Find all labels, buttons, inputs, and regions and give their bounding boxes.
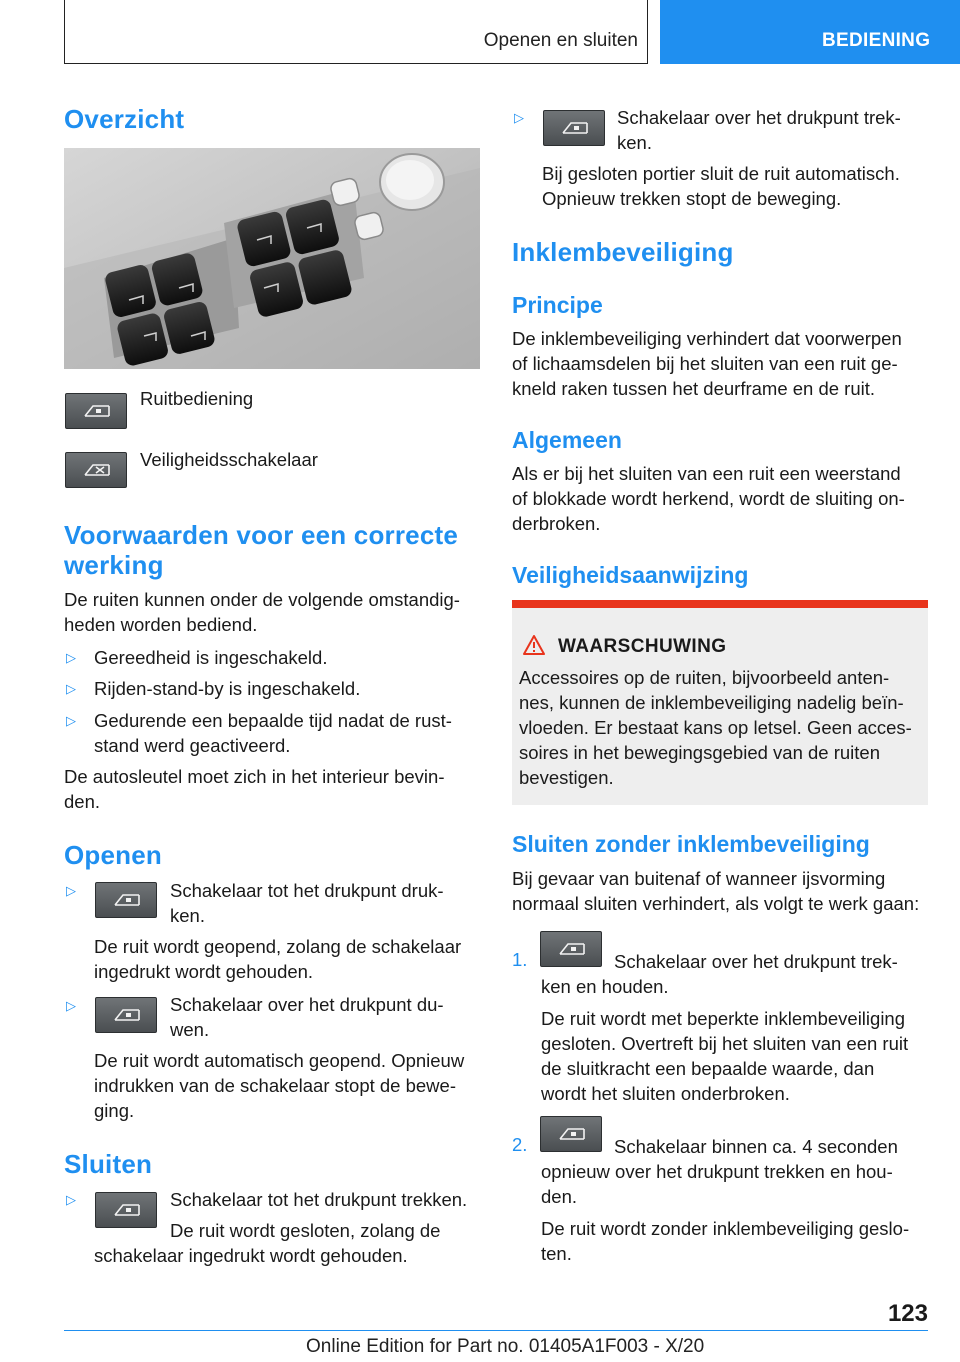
chapter-tab[interactable]: BEDIENING	[660, 0, 960, 64]
warning-title: WAARSCHUWING	[558, 636, 727, 657]
bullet-triangle-icon: ▷	[66, 650, 76, 665]
principe-text: kneld raken tussen het deurframe en de ruit.	[512, 378, 876, 399]
step-1-desc: De ruit wordt met beperkte inklembeveiliging	[541, 1008, 906, 1029]
warning-text: nes, kunnen de inklembeveiliging nadelig beïn-	[519, 692, 904, 713]
legend-veiligheidsschakelaar: Veiligheidsschakelaar	[140, 449, 318, 470]
step-2-text: Schakelaar binnen ca. 4 seconden	[614, 1136, 898, 1157]
sluiten-item-2-cont: ken.	[617, 132, 652, 153]
window-switch-icon	[543, 110, 605, 146]
voorwaarden-note-2: den.	[64, 791, 101, 812]
openen-item-1-desc: De ruit wordt geopend, zolang de schakelaar	[94, 936, 462, 957]
warning-text: Accessoires op de ruiten, bijvoorbeeld anten-	[519, 667, 890, 688]
heading-overzicht: Overzicht	[64, 104, 185, 134]
warning-text: bevestigen.	[519, 767, 614, 788]
bullet-triangle-icon: ▷	[66, 681, 76, 696]
voorwaarden-intro-2: heden worden bediend.	[64, 614, 258, 635]
principe-text: De inklembeveiliging verhindert dat voorwerpen	[512, 328, 902, 349]
heading-sluiten-zonder: Sluiten zonder inklembeveiliging	[512, 831, 870, 857]
heading-voorwaarden-2: werking	[64, 550, 164, 580]
footer-edition: Online Edition for Part no. 01405A1F003 - X/20	[306, 1336, 705, 1357]
bullet-triangle-icon: ▷	[66, 998, 76, 1013]
heading-sluiten: Sluiten	[64, 1149, 153, 1179]
step-1-desc: de sluitkracht een bepaalde waarde, dan	[541, 1058, 875, 1079]
safety-switch-icon	[65, 452, 127, 488]
window-switch-icon	[540, 1116, 602, 1152]
openen-item-2-desc: ging.	[94, 1100, 135, 1121]
bullet-triangle-icon: ▷	[66, 883, 76, 898]
openen-item-2-desc: indrukken van de schakelaar stopt de bewe-	[94, 1075, 456, 1096]
openen-item-1: Schakelaar tot het drukpunt druk-	[170, 880, 444, 901]
voorwaarden-intro-1: De ruiten kunnen onder de volgende omstandig-	[64, 589, 460, 610]
warning-triangle-icon	[522, 634, 546, 656]
openen-item-1-desc: ingedrukt wordt gehouden.	[94, 961, 314, 982]
step-number: 2.	[512, 1134, 528, 1155]
openen-item-1-cont: ken.	[170, 905, 205, 926]
step-1-desc: gesloten. Overtreft bij het sluiten van een ruit	[541, 1033, 909, 1054]
window-switch-photo	[64, 148, 480, 369]
sluiten-item-2-desc: Bij gesloten portier sluit de ruit automatisch.	[542, 163, 900, 184]
warning-text: vloeden. Er bestaat kans op letsel. Geen acces-	[519, 717, 912, 738]
legend-ruitbediening: Ruitbediening	[140, 388, 254, 409]
heading-algemeen: Algemeen	[512, 427, 622, 453]
sluiten-item-2-desc: Opnieuw trekken stopt de beweging.	[542, 188, 842, 209]
list-item: Gedurende een bepaalde tijd nadat de rust-	[94, 710, 452, 731]
step-1-text: Schakelaar over het drukpunt trek-	[614, 951, 898, 972]
window-switch-icon	[95, 882, 157, 918]
algemeen-text: Als er bij het sluiten van een ruit een weerstand	[512, 463, 901, 484]
sluiten-item-1-desc: De ruit wordt gesloten, zolang de	[170, 1220, 441, 1241]
openen-item-2: Schakelaar over het drukpunt du-	[170, 994, 444, 1015]
warning-box	[512, 600, 928, 805]
heading-openen: Openen	[64, 840, 162, 870]
list-item-cont: stand werd geactiveerd.	[94, 735, 291, 756]
window-switch-icon	[95, 997, 157, 1033]
sluiten-zonder-intro: Bij gevaar van buitenaf of wanneer ijsvorming	[512, 868, 886, 889]
algemeen-text: of blokkade wordt herkend, wordt de sluiting on-	[512, 488, 905, 509]
sluiten-zonder-intro: normaal sluiten verhindert, als volgt te werk gaan:	[512, 893, 920, 914]
section-title: Openen en sluiten	[483, 30, 638, 51]
sluiten-item-1-desc: schakelaar ingedrukt wordt gehouden.	[94, 1245, 408, 1266]
principe-text: of lichaamsdelen bij het sluiten van een ruit ge-	[512, 353, 898, 374]
warning-text: soires in het bewegingsgebied van de ruiten	[519, 742, 880, 763]
heading-veiligheidsaanwijzing: Veiligheidsaanwijzing	[512, 562, 749, 588]
algemeen-text: derbroken.	[512, 513, 601, 534]
window-switch-icon	[65, 393, 127, 429]
list-item: Rijden-stand-by is ingeschakeld.	[94, 678, 361, 699]
bullet-triangle-icon: ▷	[66, 713, 76, 728]
window-switch-icon	[540, 931, 602, 967]
bullet-triangle-icon: ▷	[514, 110, 524, 125]
sluiten-item-1: Schakelaar tot het drukpunt trekken.	[170, 1189, 468, 1210]
voorwaarden-note-1: De autosleutel moet zich in het interieur bevin-	[64, 766, 445, 787]
openen-item-2-desc: De ruit wordt automatisch geopend. Opnieuw	[94, 1050, 465, 1071]
step-2-desc: De ruit wordt zonder inklembeveiliging geslo-	[541, 1218, 910, 1239]
page-number: 123	[887, 1300, 928, 1327]
step-2-text: den.	[541, 1186, 578, 1207]
heading-principe: Principe	[512, 292, 603, 318]
heading-voorwaarden-1: Voorwaarden voor een correcte	[64, 520, 459, 550]
list-item: Gereedheid is ingeschakeld.	[94, 647, 328, 668]
step-2-desc: ten.	[541, 1243, 572, 1264]
step-1-desc: wordt het sluiten onderbroken.	[541, 1083, 790, 1104]
step-number: 1.	[512, 949, 528, 970]
step-1-text: ken en houden.	[541, 976, 669, 997]
bullet-triangle-icon: ▷	[66, 1192, 76, 1207]
openen-item-2-cont: wen.	[170, 1019, 210, 1040]
step-2-text: opnieuw over het drukpunt trekken en hou-	[541, 1161, 893, 1182]
heading-inklembeveiliging: Inklembeveiliging	[512, 237, 734, 267]
footer-divider	[64, 1330, 928, 1331]
window-switch-icon	[95, 1192, 157, 1228]
sluiten-item-2: Schakelaar over het drukpunt trek-	[617, 107, 901, 128]
